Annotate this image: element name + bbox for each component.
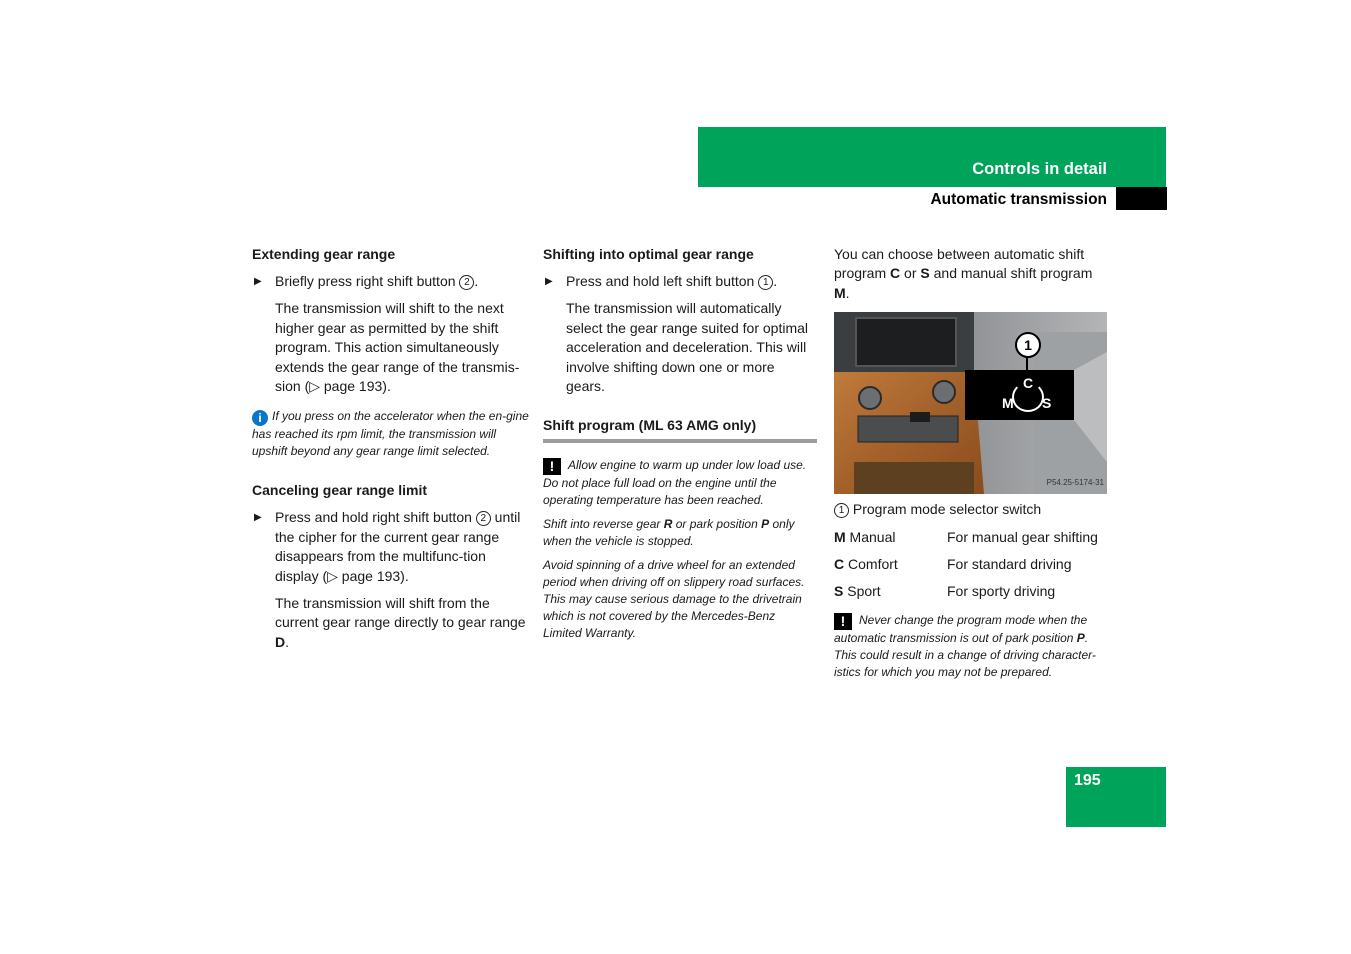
- table-row: M Manual For manual gear shifting: [834, 528, 1098, 545]
- figure-caption: 1 Program mode selector switch: [834, 500, 1107, 519]
- bullet-arrow-icon: ▶: [254, 512, 262, 524]
- selector-arc: [1012, 382, 1044, 412]
- heading-shift-program: Shift program (ML 63 AMG only): [543, 416, 817, 443]
- step-extend-result: The transmission will shift to the next higher gear as permitted by the shift program. This action simultaneously extends the gear range of the transmis-sion (▷ page 193).: [275, 300, 520, 395]
- selector-letter-c: C: [1023, 375, 1034, 392]
- step-cancel: ▶ Press and hold right shift button 2 until the cipher for the current gear range disappears from the multifunc-tion display (▷ page 193).: [254, 509, 521, 584]
- page-number-box: [1066, 767, 1166, 827]
- chapter-title: Controls in detail: [972, 160, 1107, 178]
- page-number: 195: [1074, 772, 1101, 789]
- info-note: i If you press on the accelerator when the en-gine has reached its rpm limit, the transmission will upshift beyond any gear range limit selected.: [252, 409, 529, 459]
- selector-letter-s: S: [1042, 395, 1052, 412]
- figure-code: P54.25-5174-31: [1046, 477, 1104, 487]
- info-icon: i: [252, 410, 268, 426]
- step-optimal-result: The transmission will automatically select the gear range suited for optimal acceleration and deceleration. This will involve shifting down one or more gears.: [566, 300, 809, 395]
- step-cancel-result: The transmission will shift from the current gear range directly to gear range D.: [275, 595, 526, 650]
- heading-extending-gear-range: Extending gear range: [252, 246, 396, 262]
- table-row: S Sport For sporty driving: [834, 582, 1056, 599]
- section-marker: [1116, 187, 1167, 210]
- bullet-arrow-icon: ▶: [254, 276, 262, 287]
- warning-icon: !: [543, 458, 561, 475]
- column-3: [834, 245, 1107, 688]
- selector-letter-m: M: [1002, 395, 1014, 412]
- bullet-arrow-icon: ▶: [545, 276, 553, 287]
- callout-number: 2: [476, 511, 491, 526]
- program-modes-table: [834, 528, 1107, 609]
- center-console-photo: [834, 312, 1107, 494]
- table-row: C Comfort For standard driving: [834, 555, 1072, 572]
- warning-note-p3: Avoid spinning of a drive wheel for an extended period when driving off on slippery road surfaces. This may cause serious damage to the drivetrain which is not covered by the Mercedes-Benz Limited Warranty.: [543, 558, 805, 641]
- warning-icon: !: [834, 613, 852, 630]
- callout-number: 2: [459, 275, 474, 290]
- warning-note-program-mode: ! Never change the program mode when the automatic transmission is out of park position P. This could result in a change of driving character-istics for which you may not be prepared.: [834, 612, 1096, 679]
- step-extend: ▶ Briefly press right shift button 2 .: [252, 272, 530, 291]
- heading-optimal-gear-range: Shifting into optimal gear range: [543, 246, 754, 262]
- callout-badge: 1: [1015, 332, 1041, 358]
- section-title: Automatic transmission: [930, 191, 1107, 208]
- warning-note-p1: ! Allow engine to warm up under low load use. Do not place full load on the engine until the operating temperature has been reached.: [543, 458, 807, 508]
- intro-text: You can choose between automatic shift program C or S and manual shift program M.: [834, 246, 1093, 301]
- heading-canceling-gear-range-limit: Canceling gear range limit: [252, 482, 428, 499]
- callout-number: 1: [834, 503, 849, 518]
- callout-number: 1: [758, 275, 773, 290]
- step-optimal: ▶ Press and hold left shift button 1 .: [543, 272, 817, 291]
- column-2: [543, 245, 817, 649]
- column-1: [252, 245, 530, 660]
- warning-note-p2: Shift into reverse gear R or park position P only when the vehicle is stopped.: [543, 517, 795, 549]
- callout-line: [1026, 356, 1028, 374]
